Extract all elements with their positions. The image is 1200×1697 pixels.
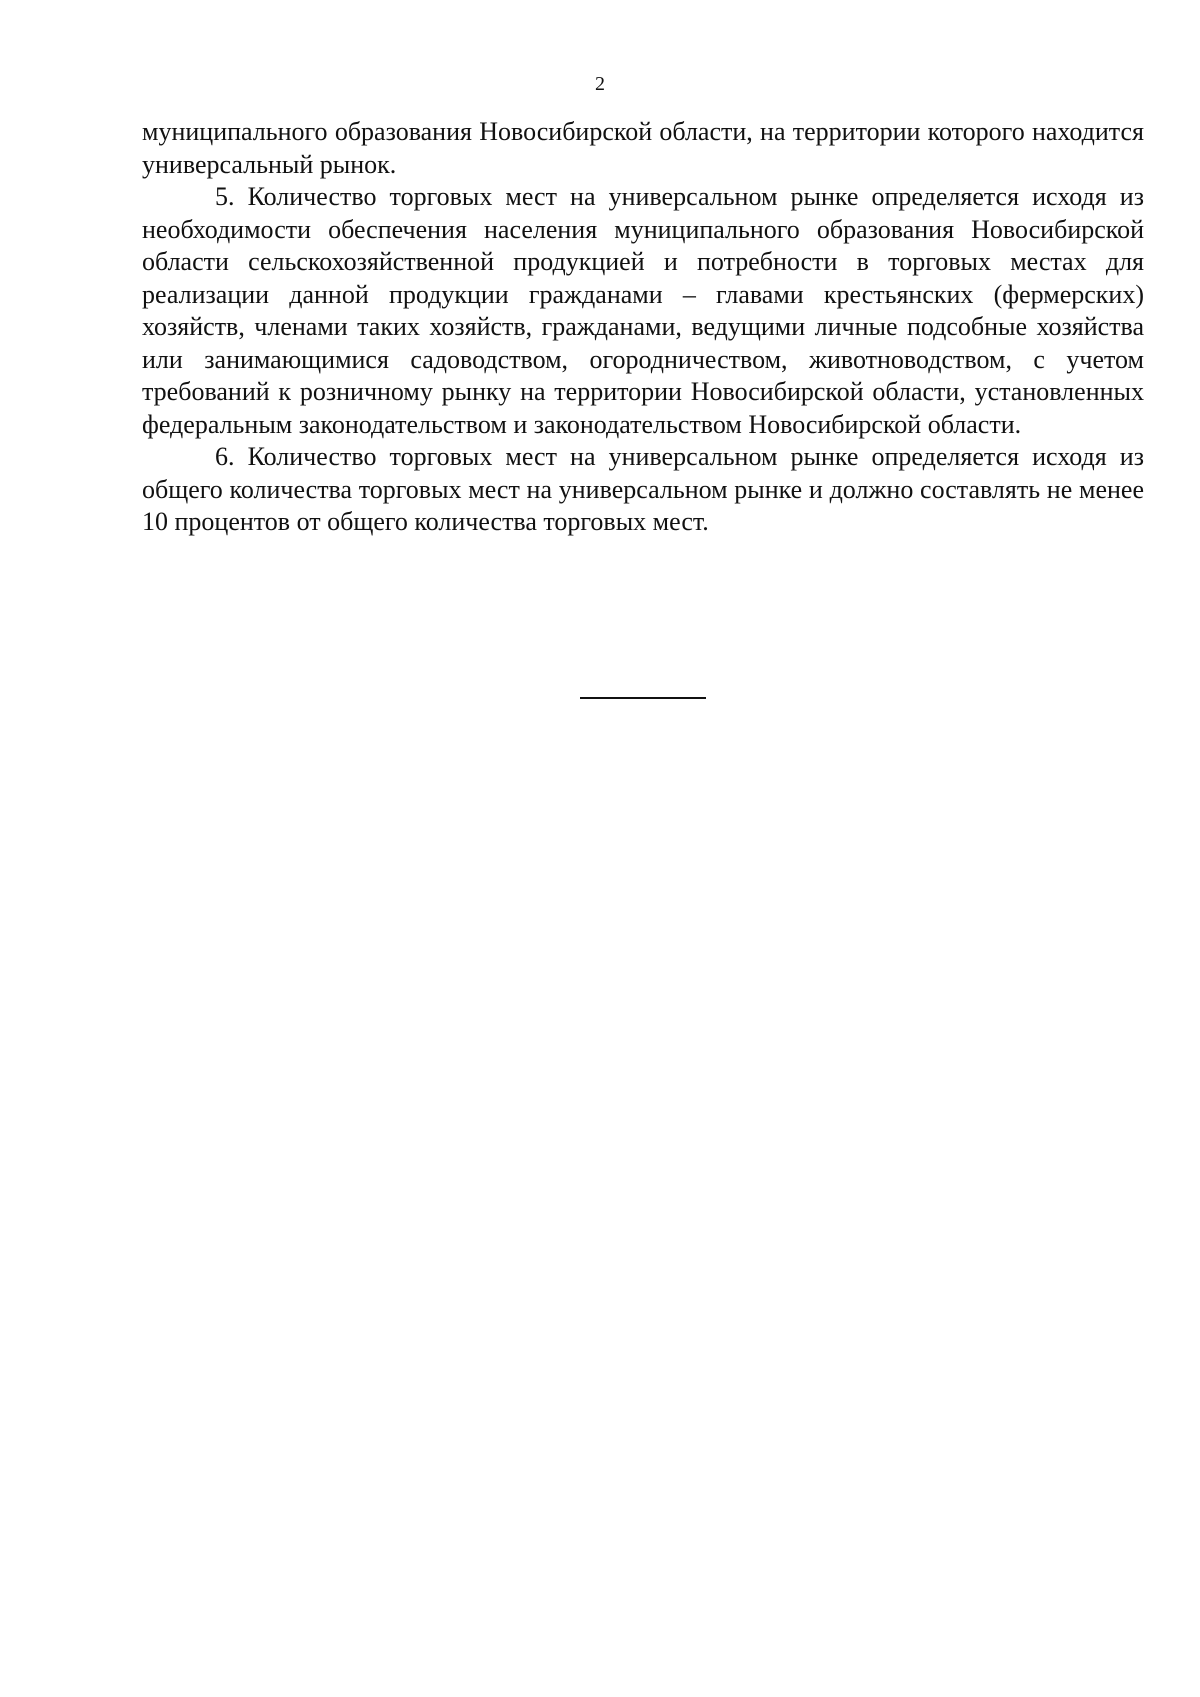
page-number: 2	[595, 73, 605, 95]
paragraph-continuation: муниципального образования Новосибирской области, на территории которого находится универсальный рынок.	[142, 117, 1144, 179]
document-body	[142, 116, 1144, 539]
paragraph-item-6: 6. Количество торговых мест на универсальном рынке определяется исходя из общего количества торговых мест на универсальном рынке и должно составлять не менее 10 процентов от общего количества торговых мест.	[142, 442, 1144, 536]
paragraph-item-5: 5. Количество торговых мест на универсальном рынке определяется исходя из необходимости обеспечения населения муниципального образования Новосибирской области сельскохозяйственной продукцией и потребности в торговых местах для реализации данной продукции гражданами – главами крестьянских (фермерских) хозяйств, членами таких хозяйств, гражданами, ведущими личные подсобные хозяйства или занимающимися садоводством, огородничеством, животноводством, с учетом требований к розничному рынку на территории Новосибирской области, установленных федеральным законодательством и законодательством Новосибирской области.	[142, 182, 1144, 439]
end-of-text-rule	[580, 697, 706, 699]
